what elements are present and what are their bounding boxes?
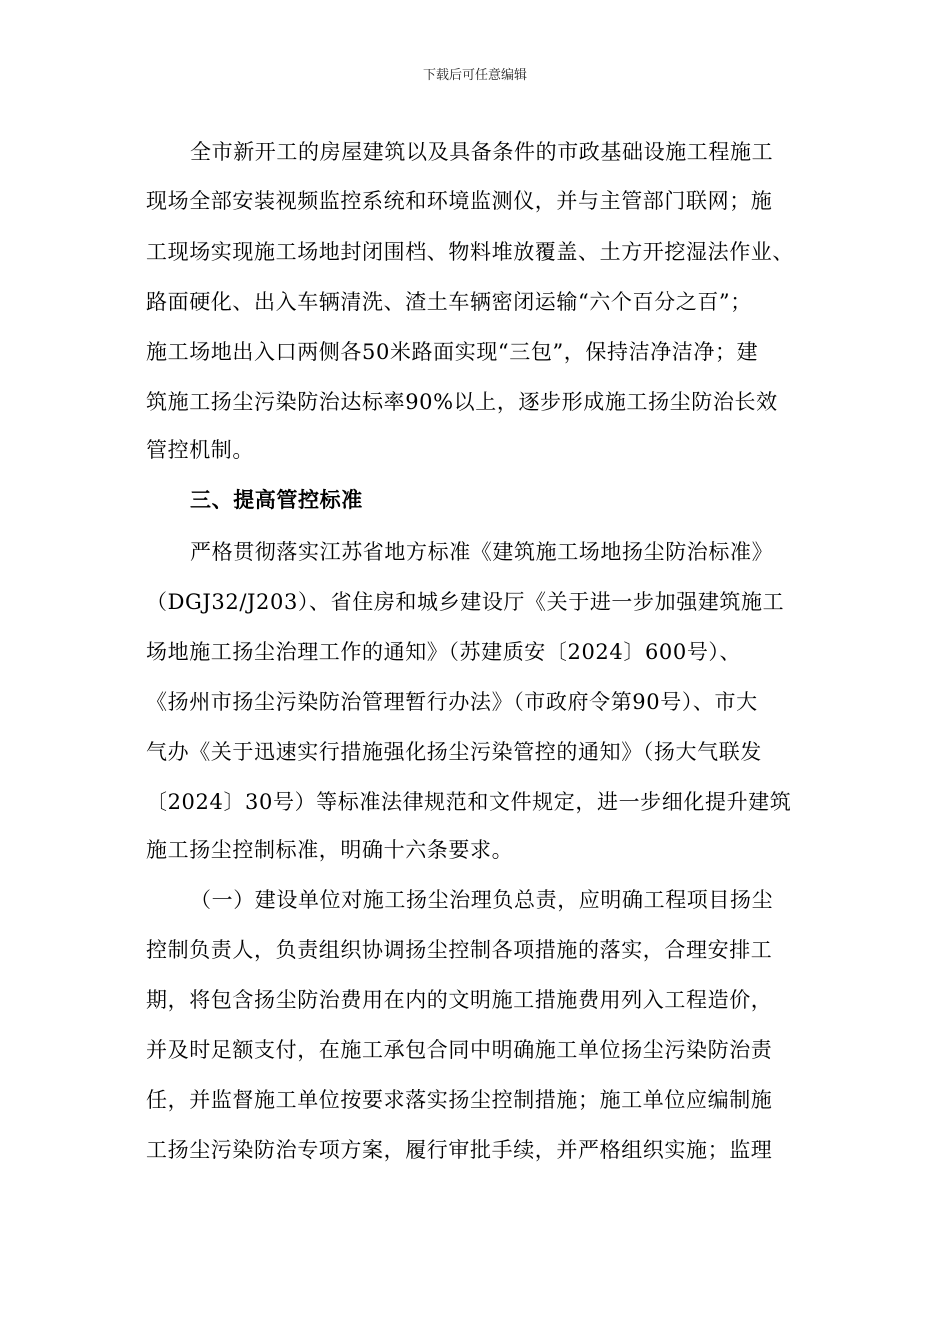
text-line: 全市新开工的房屋建筑以及具备条件的市政基础设施工程施工 [190, 140, 774, 164]
text-line: 筑施工扬尘污染防治达标率90%以上，逐步形成施工扬尘防治长效 [146, 390, 778, 414]
text-line: 严格贯彻落实江苏省地方标准《建筑施工场地扬尘防治标准》 [190, 540, 774, 564]
text-line: 场地施工扬尘治理工作的通知》（苏建质安〔2024〕600号）、 [146, 640, 742, 664]
text-line: 施工场地出入口两侧各50米路面实现“三包”，保持洁净洁净；建 [146, 340, 759, 364]
text-line: 工现场实现施工场地封闭围档、物料堆放覆盖、土方开挖湿法作业、 [146, 240, 794, 264]
text-line: 气办《关于迅速实行措施强化扬尘污染管控的通知》（扬大气联发 [146, 740, 762, 764]
text-line: 现场全部安装视频监控系统和环境监测仪，并与主管部门联网；施 [146, 189, 773, 213]
text-line: 并及时足额支付，在施工承包合同中明确施工单位扬尘污染防治责 [146, 1038, 773, 1062]
text-line: 施工扬尘控制标准，明确十六条要求。 [146, 838, 514, 862]
text-line: 〔2024〕30号）等标准法律规范和文件规定，进一步细化提升建筑 [146, 790, 792, 814]
text-line: （一）建设单位对施工扬尘治理负总责，应明确工程项目扬尘 [190, 888, 774, 912]
text-line: 路面硬化、出入车辆清洗、渣土车辆密闭运输“六个百分之百”； [146, 290, 752, 314]
text-line: 任，并监督施工单位按要求落实扬尘控制措施；施工单位应编制施 [146, 1088, 773, 1112]
page-header: 下载后可任意编辑 [422, 68, 527, 83]
text-line: 控制负责人，负责组织协调扬尘控制各项措施的落实，合理安排工 [146, 938, 773, 962]
text-line: 《扬州市扬尘污染防治管理暂行办法》（市政府令第90号）、市大 [146, 690, 758, 714]
text-line: 工扬尘污染防治专项方案，履行审批手续，并严格组织实施；监理 [146, 1138, 773, 1162]
text-line: （DGJ32/J203）、省住房和城乡建设厅《关于进一步加强建筑施工 [146, 590, 785, 614]
text-line: 期，将包含扬尘防治费用在内的文明施工措施费用列入工程造价， [146, 988, 773, 1012]
text-line: 管控机制。 [146, 438, 254, 462]
section-heading: 三、提高管控标准 [190, 488, 363, 512]
